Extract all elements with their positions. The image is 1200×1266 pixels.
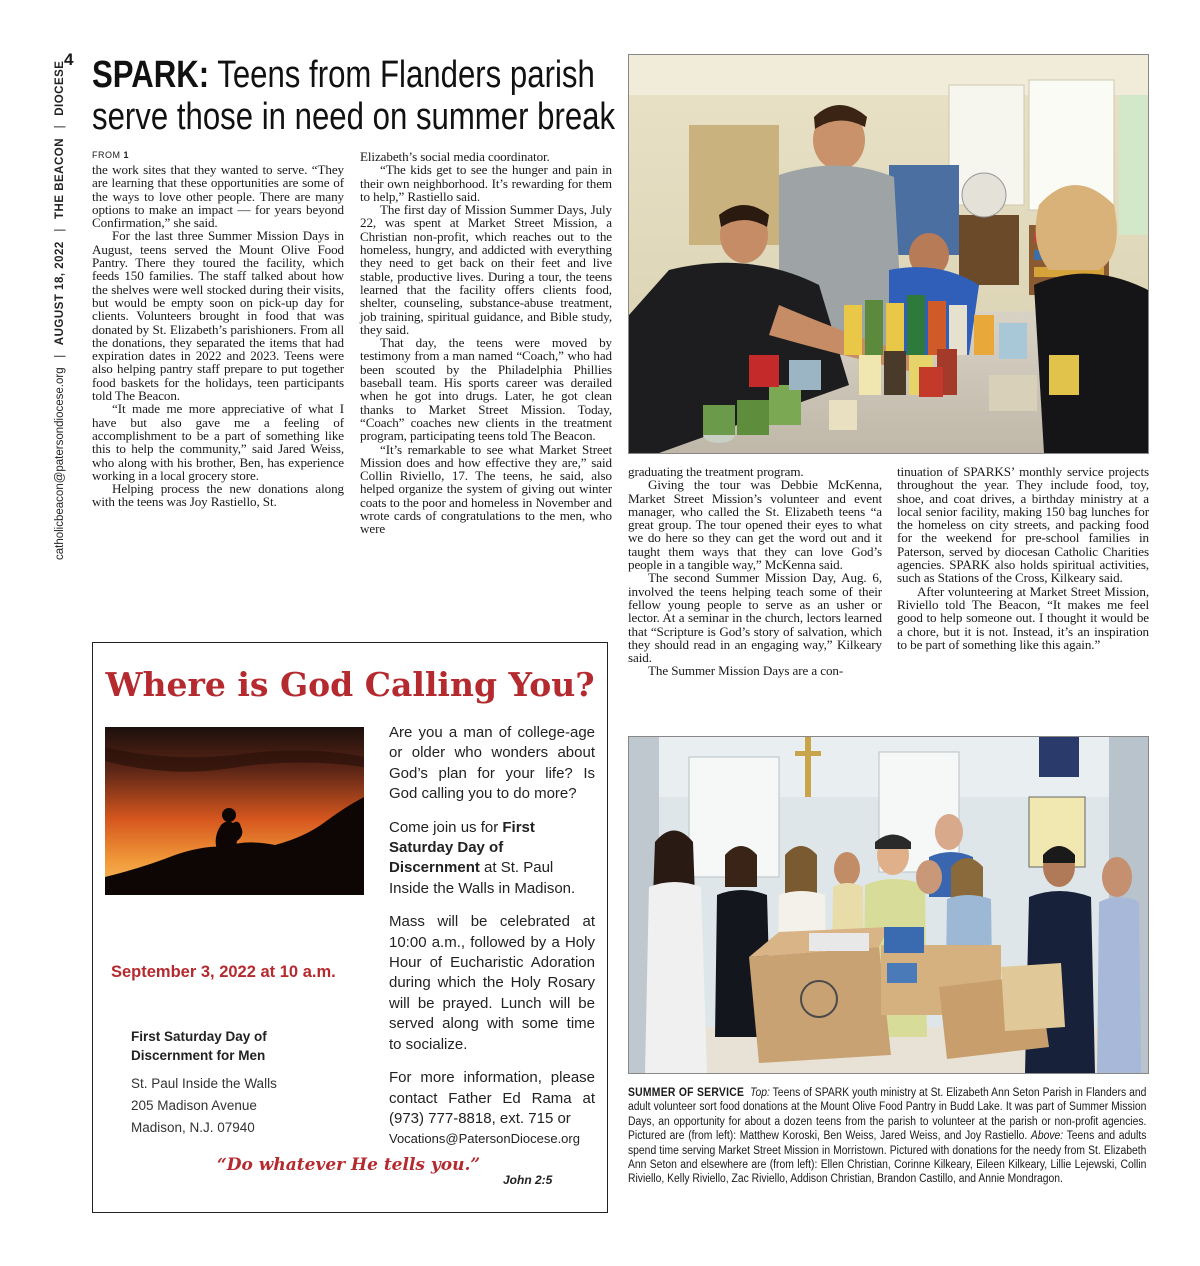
vocation-advertisement <box>92 642 608 1213</box>
article-column-2 <box>360 150 612 536</box>
paragraph: “It’s remarkable to see what Market Street Mission does and how effective they are,” said Collin Riviello, 17. The teens, he said, also helped organize the system of giving out winter coats to the poor and homeless in November and wrote cards of congratulations to the men, who were <box>360 441 612 537</box>
address-line: 205 Madison Avenue <box>131 1098 257 1113</box>
headline-kicker: SPARK: <box>92 54 210 96</box>
headline-line-1: Teens from Flanders parish <box>217 54 595 96</box>
masthead-website: catholicbeacon@patersondiocese.org <box>54 367 66 560</box>
page-number: 4 <box>64 50 74 69</box>
article-column-4 <box>897 465 1149 651</box>
paragraph: “The kids get to see the hunger and pain in their own neighborhood. It’s rewarding for them to help,” Rastiello said. <box>360 162 612 204</box>
article-headline <box>92 54 616 138</box>
ad-quote: “Do whatever He tells you.” <box>217 1155 481 1175</box>
paragraph: The Summer Mission Days are a con- <box>648 663 844 679</box>
paragraph: the work sites that they wanted to serve. “They are learning that these opportunities are some of the ways to love other people. There are many options to make an impact — for years beyond Confirmation,” she said. <box>92 162 344 231</box>
ad-email[interactable]: Vocations@PatersonDiocese.org <box>389 1131 580 1147</box>
headline-line-2: serve those in need on summer break <box>92 96 616 138</box>
paragraph: For the last three Summer Mission Days in August, teens served the Mount Olive Food Pantry. There they toured the facility, which feeds 150 families. The staff talked about how the shelves were well stocked during their visits, but would be empty soon on pick-up day for clients. Volunteers brought in food that was donated by St. Elizabeth’s parishioners. From all the donations, they separated the items that had expiration dates in 2022 and 2023. Teens were also helping pantry staff prepare to put together food baskets for the holidays, teen participants told The Beacon. <box>92 228 344 404</box>
ad-title: Where is God Calling You? <box>105 665 595 704</box>
paragraph: The first day of Mission Summer Days, July 22, was spent at Market Street Mission, a Christian non-profit, which reaches out to the homeless, hungry, and addicted with everything they need to get back on their feet and live stable, productive lives. During a tour, the teens learned that the facility offers clients food, shelter, counseling, substance-abuse treatment, job training, spiritual guidance, and Bible study, they said. <box>360 202 612 337</box>
masthead-date: AUGUST 18, 2022 <box>54 241 66 346</box>
photo-market-street-mission <box>628 736 1149 1074</box>
photo-food-pantry <box>628 54 1149 454</box>
photo-caption: SUMMER OF SERVICE Top: Teens of SPARK youth ministry at St. Elizabeth Ann Seton Parish in Flanders and adult volunteer sort food donations at the Mount Olive Food Pantry in Budd Lake. It was part of Summer Mission Days, an opportunity for about a dozen teens from the parish to volunteer at the parish or non-profit agencies. Pictured are (from left): Matthew Koroski, Ben Weiss, Jared Weiss, and Joy Rastiello. Above: Teens and adults spend time serving Market Street Mission in Morristown. Pictured with donations for the needy from St. Elizabeth Ann Seton and elsewhere are (from left): Ellen Christian, Corinne Kilkeary, Eileen Kilkeary, Lillie Lejewski, Collin Riviello, Kelly Riviello, Zac Riviello, Addison Christian, Brandon Castillo, and Annie Mondragon. <box>628 1087 1147 1186</box>
caption-lead: SUMMER OF SERVICE <box>628 1087 745 1099</box>
paragraph: graduating the treatment program. <box>628 464 804 479</box>
continued-from: FROM 1 <box>92 150 130 160</box>
paragraph: Giving the tour was Debbie McKenna, Market Street Mission’s volunteer and event manager, who called the St. Elizabeth teens “a great group. The tour opened their eyes to what we do here so they can get the word out and it taught them ways that they can love God’s people in a tangible way,” McKenna said. <box>628 477 882 573</box>
ad-body <box>389 723 595 1150</box>
paragraph: “It made me more appreciative of what I have but also gave me a feeling of accomplishment to be a part of something like this to help the community,” said Jared Weiss, who along with his brother, Ben, has experience working in a local grocery store. <box>92 401 344 483</box>
paragraph: After volunteering at Market Street Mission, Riviello told The Beacon, “It makes me feel good to help someone out. I thought it would be a chore, but it is not. Instead, it’s an inspiration to be part of something like this again.” <box>897 583 1149 652</box>
ad-mass-info: Mass will be celebrated at 10:00 a.m., followed by a Holy Hour of Eucharistic Adoration during which the Holy Rosary will be prayed. Lunch will be served along with some time to socialize. <box>389 913 595 1053</box>
ad-contact: For more information, please contact Father Ed Rama at (973) 777-8818, ext. 715 or <box>389 1069 595 1127</box>
ad-date: September 3, 2022 at 10 a.m. <box>111 963 336 981</box>
paragraph: That day, the teens were moved by testimony from a man named “Coach,” who had been scouted by the Philadelphia Phillies baseball team. His sports career was derailed when he got into drugs. Later, he got clean thanks to Market Street Mission. Today, “Coach” coaches new clients in the treatment program, participating teens told The Beacon. <box>360 335 612 444</box>
ad-quote-reference: John 2:5 <box>503 1173 553 1187</box>
silhouette-image <box>105 727 364 895</box>
paragraph: Elizabeth’s social media coordinator. <box>360 149 550 164</box>
paragraph: Helping process the new donations along with the teens was Joy Rastiello, St. <box>92 481 344 510</box>
ad-intro: Are you a man of college-age or older who wonders about God’s plan for your life? Is God calling you to do more? <box>389 724 595 803</box>
ad-event-details: First Saturday Day of Discernment for Men St. Paul Inside the Walls 205 Madison Avenue Madison, N.J. 07940 <box>131 1027 277 1139</box>
masthead-section: DIOCESE <box>54 60 66 116</box>
address-line: Madison, N.J. 07940 <box>131 1120 255 1135</box>
article-column-1 <box>92 163 344 509</box>
article-column-3 <box>628 465 882 678</box>
ad-invite: Come join us for First Saturday Day of Discernment at St. Paul Inside the Walls in Madison. <box>389 818 576 897</box>
paragraph: The second Summer Mission Day, Aug. 6, involved the teens helping teach some of their fellow young people to serve as an usher or lector. At a seminar in the church, lectors learned that “Scripture is God’s story of salvation, which they should read in an engaging way,” Kilkeary said. <box>628 570 882 666</box>
masthead-publication: THE BEACON <box>54 137 66 219</box>
paragraph: tinuation of SPARKS’ monthly service projects throughout the year. They include food, toy, shoe, and coat drives, a birthday ministry at a local senior facility, making 150 bag lunches for the homeless on city streets, and packing food for the weekend for pre-school families in Paterson, served by diocesan Catholic Charities agencies. SPARK also holds spiritual activities, such as Stations of the Cross, Kilkeary said. <box>897 464 1149 586</box>
address-line: St. Paul Inside the Walls <box>131 1076 277 1091</box>
